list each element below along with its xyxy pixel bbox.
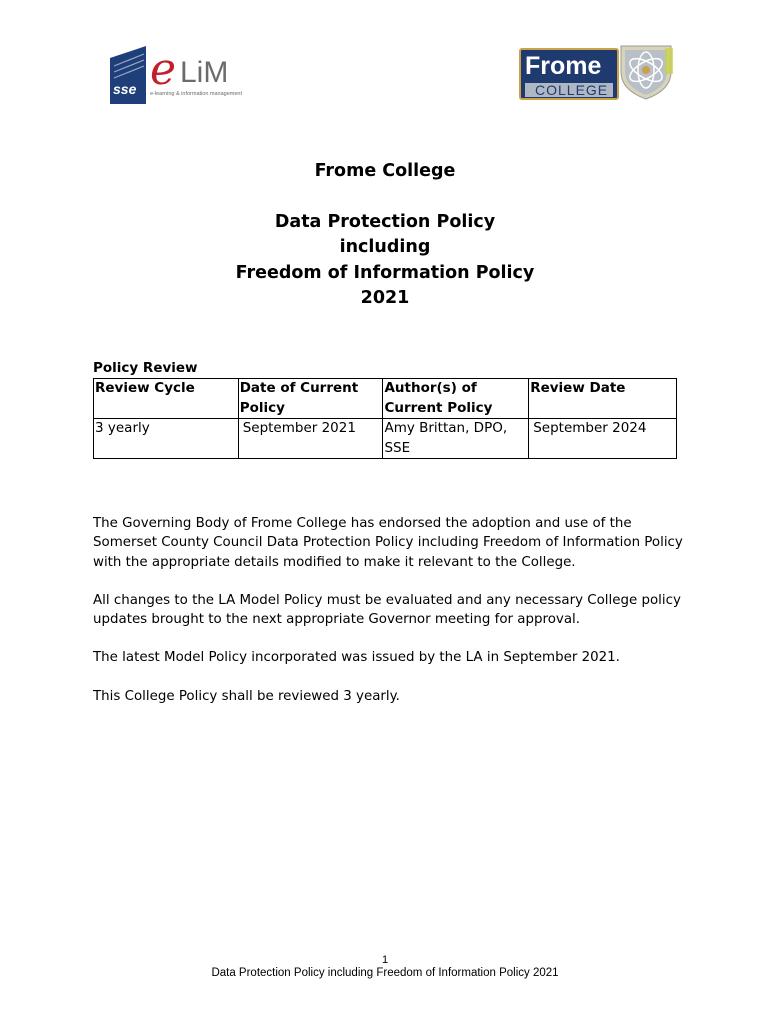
paragraph-endorsement: The Governing Body of Frome College has endorsed the adoption and use of the Somerset County Council Data Protection Policy including Freedom of Information Policy with the appropriate details modified to make it relevant to the College. [93, 516, 683, 570]
policy-title-line-3: Freedom of Information Policy [235, 262, 535, 283]
elim-wordmark-icon [150, 48, 250, 90]
svg-text:e: e [150, 48, 177, 90]
cell-review-date: September 2024 [529, 419, 677, 459]
sse-logo-icon [110, 46, 146, 104]
header-review-cycle: Review Cycle [94, 379, 239, 419]
document-title-block [0, 159, 770, 312]
svg-text:LiM: LiM [180, 56, 229, 89]
header-date-current-policy: Date of Current Policy [238, 379, 383, 419]
policy-title-line-1: Data Protection Policy [274, 211, 496, 232]
paragraph-changes: All changes to the LA Model Policy must be evaluated and any necessary College policy updates brought to the next appropriate Governor meeting for approval. [93, 592, 681, 628]
policy-year: 2021 [360, 288, 410, 308]
svg-text:sse: sse [113, 81, 137, 97]
table-row [94, 419, 677, 459]
policy-review-table [93, 378, 677, 459]
footer-title: Data Protection Policy including Freedom of Information Policy 2021 [211, 967, 559, 979]
elim-tagline: e-learning & information management [150, 91, 243, 97]
cell-review-cycle: 3 yearly [94, 419, 239, 459]
header-authors: Author(s) of Current Policy [383, 379, 529, 419]
table-header-row [94, 379, 677, 419]
college-title: Frome College [314, 161, 456, 181]
cell-date-current-policy: September 2021 [238, 419, 383, 459]
paragraph-review-cycle: This College Policy shall be reviewed 3 yearly. [93, 688, 400, 704]
frome-badge [519, 48, 619, 100]
cell-authors: Amy Brittan, DPO, SSE [383, 419, 529, 459]
shield-crest-icon [617, 44, 675, 100]
body-text [93, 514, 693, 725]
header-review-date: Review Date [529, 379, 677, 419]
paragraph-latest-model: The latest Model Policy incorporated was issued by the LA in September 2021. [93, 650, 620, 666]
policy-review-label: Policy Review [93, 360, 198, 376]
college-word: COLLEGE [535, 82, 609, 98]
frome-word: Frome [525, 52, 602, 80]
policy-title-line-2: including [339, 237, 431, 257]
page-number: 1 [381, 954, 389, 966]
sse-elim-logo [110, 46, 250, 104]
frome-college-logo [519, 44, 675, 100]
